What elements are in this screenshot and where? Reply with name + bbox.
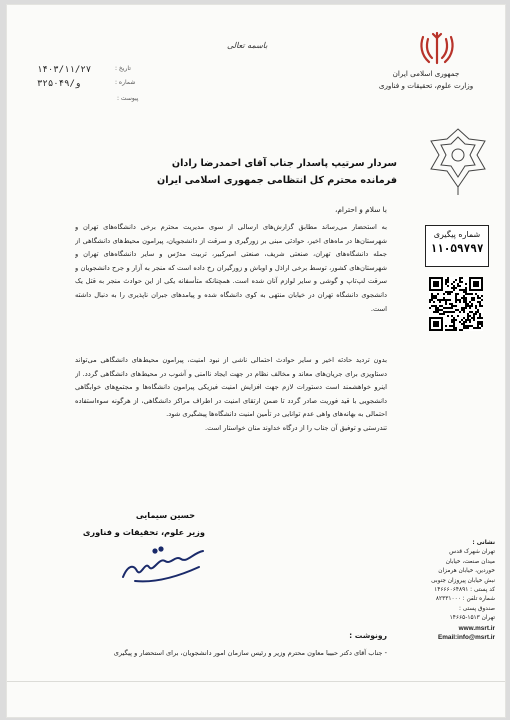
letter-number-value: ۳۲۵۰۴۹/و <box>37 79 81 89</box>
tracking-number: ۱۱۰۵۹۷۹۷ <box>430 242 484 255</box>
cc-label: رونوشت : <box>349 631 387 640</box>
bismillah-heading: باسمه تعالی <box>227 41 268 50</box>
tracking-number-box <box>425 225 489 267</box>
ornament-seal-icon <box>429 127 487 197</box>
contact-info <box>399 539 495 642</box>
phone-number: شماره تلفن : ۸۲۳۳۱۰۰۰ <box>435 596 495 603</box>
address-line3: خوردین، خیابان هرمزان <box>438 568 495 575</box>
postal-code: کد پستی : ۱۴۶۶۶۰۶۴۸۹۱ <box>434 587 495 594</box>
org-name-line2: وزارت علوم، تحقیقات و فناوری <box>378 81 474 90</box>
body-paragraph-1: به استحضار می‌رساند مطابق گزارش‌های ارسالی از سوی مدیریت محترم برخی دانشگاه‌های تهران و شهرستان‌ها در ماه‌های اخیر، حوادثی مبنی بر زورگیری و سرقت از دانشجویان، پیرامون محیط‌های دانشگاهی از جمله دانشگاه‌های تهران، صنعتی شریف، صنعتی امیرکبیر، تربیت مدرّس و سایر دانشگاه‌های تهران و شهرستان‌های کشور، توسط برخی اراذل و اوباش و زورگیران رخ داده است که منجر به آزار و جرح دانشجویان و سرقت لپ‌تاپ و گوشی و سایر لوازم آنان شده است. همچنانکه متأسفانه یکی از این حوادث منجر به قتل یک دانشجوی دانشگاه تهران در خیابان منتهی به کوی دانشگاه شده و پیامدهای جبران ناپذیری را به دنبال داشته است. <box>75 223 387 313</box>
date-value: ۱۴۰۳/۱۱/۲۷ <box>37 65 92 75</box>
date-label: تاریخ : <box>115 65 131 72</box>
handwritten-signature <box>115 537 215 587</box>
letter-number-label: شماره : <box>115 79 136 86</box>
closing-line: تندرستی و توفیق آن جناب را از درگاه خداوند منان خواستار است. <box>204 423 387 432</box>
address-label: نشانی : <box>472 540 495 546</box>
number-row <box>37 79 136 89</box>
signer-title: وزیر علوم، تحقیقات و فناوری <box>82 527 205 537</box>
body-paragraph-2 <box>75 354 387 468</box>
cc-text: - جناب آقای دکتر حبیبا معاون محترم وزیر و رئیس سازمان امور دانشجویان، برای استحضار و پیگیری <box>113 649 387 657</box>
address-line1: تهران شهرک قدس <box>449 549 495 556</box>
qr-code-icon <box>429 277 483 331</box>
body-paragraph-2-text: بدون تردید حادثه اخیر و سایر حوادث احتمالی ناشی از نبود امنیت، پیرامون محیط‌های دانشگاهی می‌تواند دستاویزی برای جریان‌های معاند و مخالف نظام در جهت ایجاد ناامنی و آشوب در محیط‌های دانشگاهی گردد. از اینرو خواهشمند است دستورات لازم جهت افزایش امنیت فیزیکی پیرامون دانشگاه‌ها و مجتمع‌های خوابگاهی دانشجویی با قید فوریت صادر گردد تا ضمن ارتقای امنیت در اطراف مراکز دانشگاهی، از هرگونه سوءاستفاده احتمالی به بهانه‌های واهی عدم توانایی در تأمین امنیت دانشگاه‌ها پیشگیری شود. <box>75 356 387 419</box>
address-line2: میدان صنعت، خیابان <box>445 558 495 565</box>
email-link[interactable]: Email:info@msrt.ir <box>437 634 495 642</box>
addressee-line2: فرمانده محترم کل انتظامی جمهوری اسلامی ایران <box>157 175 397 186</box>
iran-emblem-icon <box>417 29 457 67</box>
date-row <box>37 65 131 75</box>
po-box-value: تهران ۱۵۱۳-۱۴۶۶۵ <box>449 615 495 622</box>
org-name-line1: جمهوری اسلامی ایران <box>392 69 460 78</box>
tracking-label: شماره پیگیری <box>433 230 481 239</box>
signer-name: حسین سیمایی <box>135 510 195 520</box>
addressee-line1: سردار سرتیپ پاسدار جناب آقای احمدرضا رادان <box>171 158 397 169</box>
website-link[interactable]: www.msrt.ir <box>458 624 495 632</box>
footer-divider <box>7 681 505 682</box>
letter-page <box>6 4 506 718</box>
attachment-label: پیوست : <box>117 95 139 102</box>
address-line4: نبش خیابان پیروزان جنوبی <box>431 577 495 584</box>
po-box-label: صندوق پستی : <box>458 605 495 612</box>
greeting: با سلام و احترام، <box>334 205 387 214</box>
